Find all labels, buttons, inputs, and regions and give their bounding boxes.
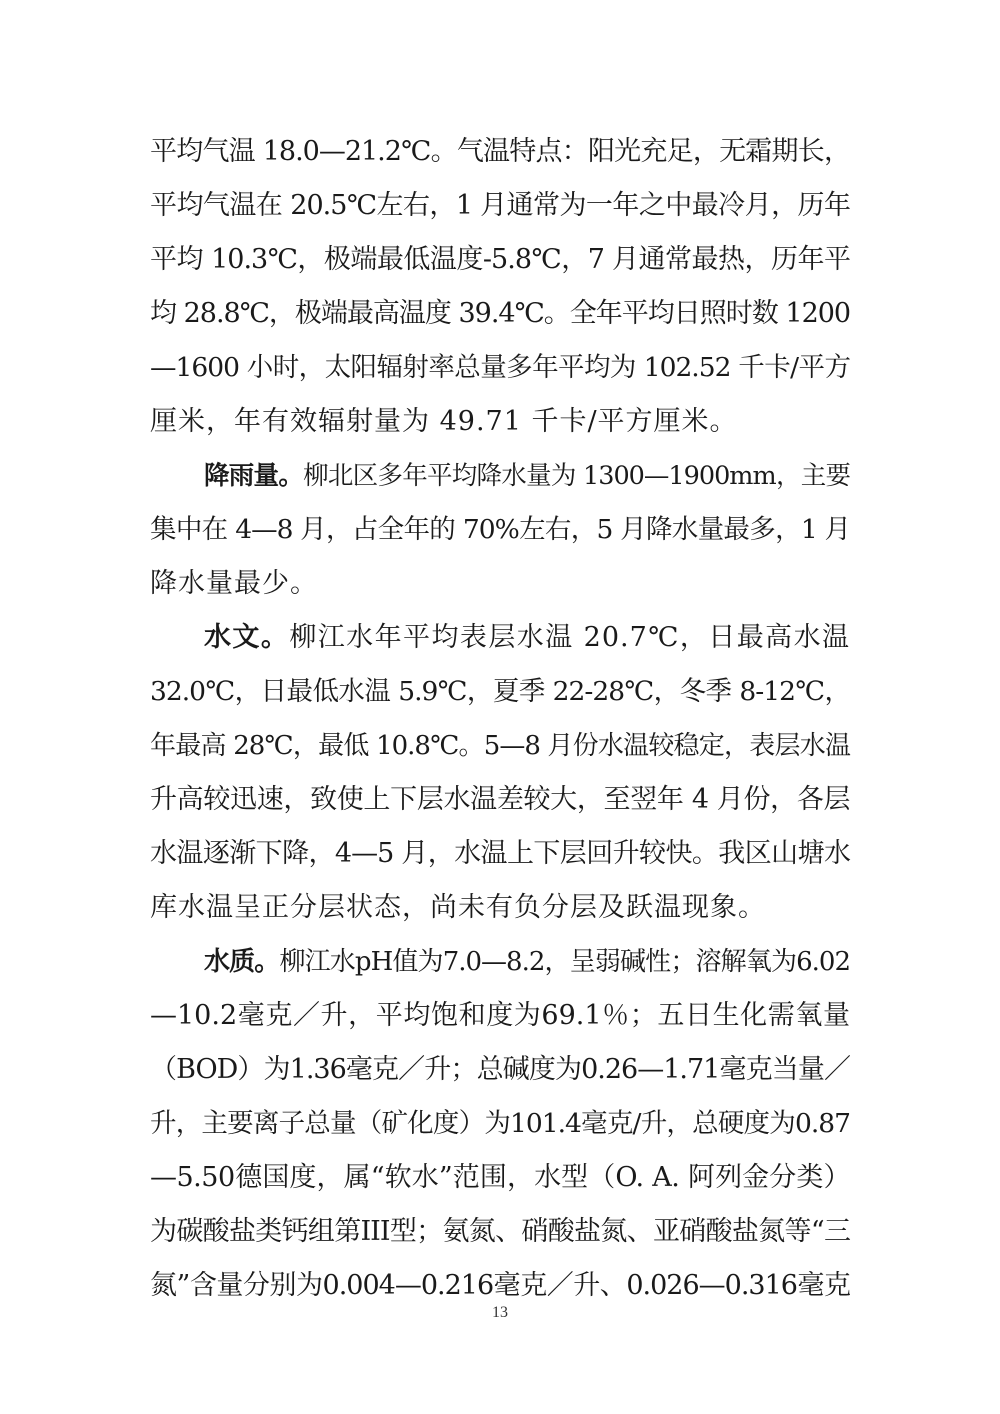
text-line: —5.50德国度，属“软水”范围，水型（O. A. 阿列金分类） xyxy=(150,1162,850,1193)
text-line: 集中在 4—8 月，占全年的 70%左右，5 月降水量最多，1 月 xyxy=(150,514,850,545)
text-line: 氮”含量分别为0.004—0.216毫克／升、0.026—0.316毫克 xyxy=(150,1270,850,1301)
text-line: 升，主要离子总量（矿化度）为101.4毫克/升，总硬度为0.87 xyxy=(150,1108,850,1139)
text-line: 升高较迅速，致使上下层水温差较大，至翌年 4 月份，各层 xyxy=(150,784,850,815)
water-quality-text: 柳江水pH值为7.0—8.2，呈弱碱性；溶解氧为6.02 xyxy=(279,947,850,977)
text-line: 平均气温 18.0—21.2℃。气温特点：阳光充足，无霜期长， xyxy=(150,136,850,167)
text-line: 为碳酸盐类钙组第III型；氨氮、硝酸盐氮、亚硝酸盐氮等“三 xyxy=(150,1216,850,1247)
text-line: 库水温呈正分层状态，尚未有负分层及跃温现象。 xyxy=(150,892,766,923)
text-line: 均 28.8℃，极端最高温度 39.4℃。全年平均日照时数 1200 xyxy=(150,298,851,329)
rainfall-heading: 降雨量。 xyxy=(204,461,304,491)
text-line: 平均 10.3℃，极端最低温度-5.8℃，7 月通常最热，历年平 xyxy=(150,244,850,275)
text-line: 水温逐渐下降，4—5 月，水温上下层回升较快。我区山塘水 xyxy=(150,838,850,869)
hydrology-text: 柳江水年平均表层水温 20.7℃，日最高水温 xyxy=(289,622,851,653)
water-quality-heading: 水质。 xyxy=(204,947,280,977)
text-line: 降水量最少。 xyxy=(150,568,318,599)
page-number: 13 xyxy=(492,1304,508,1321)
text-line: 年最高 28℃，最低 10.8℃。5—8 月份水温较稳定，表层水温 xyxy=(150,731,850,761)
text-line: —10.2毫克／升，平均饱和度为69.1％；五日生化需氧量 xyxy=(150,1000,850,1031)
hydrology-heading: 水文。 xyxy=(204,622,290,653)
rainfall-text: 柳北区多年平均降水量为 1300—1900mm，主要 xyxy=(303,461,850,491)
text-line: 厘米，年有效辐射量为 49.71 千卡/平方厘米。 xyxy=(150,406,738,437)
text-line: （BOD）为1.36毫克／升；总碱度为0.26—1.71毫克当量／ xyxy=(150,1054,850,1085)
hydrology-first-line xyxy=(204,618,850,658)
water-quality-first-line xyxy=(204,942,850,982)
text-line: —1600 小时，太阳辐射率总量多年平均为 102.52 千卡/平方 xyxy=(150,352,850,383)
rainfall-first-line xyxy=(204,456,850,496)
text-line: 平均气温在 20.5℃左右，1 月通常为一年之中最冷月，历年 xyxy=(150,190,850,221)
text-line: 32.0℃，日最低水温 5.9℃，夏季 22-28℃，冬季 8-12℃， xyxy=(150,676,850,707)
